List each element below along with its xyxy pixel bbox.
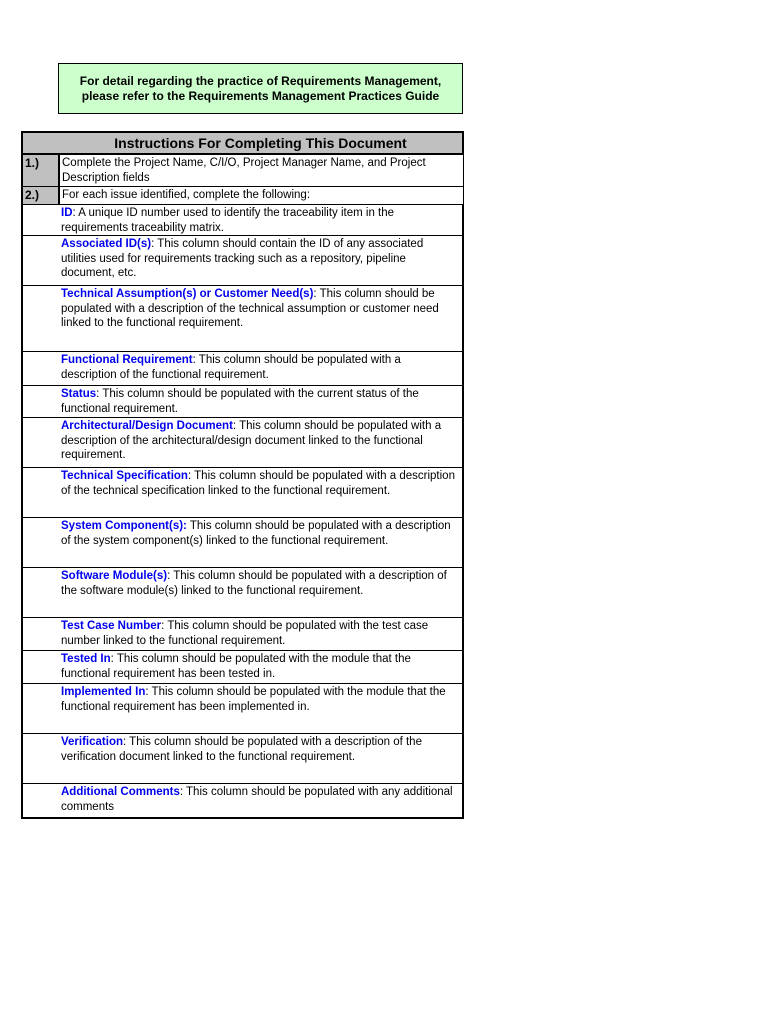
instruction-item-row [22, 386, 463, 418]
instruction-item [22, 568, 463, 618]
instruction-item-row [22, 651, 463, 684]
instruction-item [22, 618, 463, 651]
column-description: : This column should be populated with a description of the verification document linked to the functional requirement. [61, 736, 422, 763]
column-name-label: Verification [61, 736, 123, 748]
instruction-item [22, 684, 463, 734]
column-description: This column should be populated with a description of the system component(s) linked to the functional requirement. [61, 520, 451, 547]
column-description: : This column should be populated with the module that the functional requirement has been tested in. [61, 653, 411, 680]
column-description: : This column should be populated with a description of the architectural/design document linked to the functional requirement. [61, 420, 442, 461]
notice-line-1: For detail regarding the practice of Requirements Management, [79, 73, 442, 88]
step-text: For each issue identified, complete the following: [59, 187, 463, 205]
step-number: 2.) [22, 187, 59, 205]
column-description: : This column should be populated with the current status of the functional requirement. [61, 388, 419, 415]
instruction-item [22, 286, 463, 352]
column-name-label: Functional Requirement [61, 354, 193, 366]
column-name-label: Test Case Number [61, 620, 162, 632]
instruction-item [22, 352, 463, 386]
instruction-item [22, 784, 463, 818]
instruction-item-row [22, 618, 463, 651]
instructions-title: Instructions For Completing This Document [22, 132, 463, 154]
instruction-item [22, 205, 463, 236]
instruction-item-row [22, 468, 463, 518]
column-name-label: Associated ID(s) [61, 238, 152, 250]
column-description: : This column should be populated with a description of the functional requirement. [61, 354, 401, 381]
column-description: : This column should be populated with the module that the functional requirement has been implemented in. [61, 686, 446, 713]
column-description: : This column should contain the ID of any associated utilities used for requirements tracking such as a repository, pipeline document, etc. [61, 238, 424, 279]
column-name-label: ID [61, 207, 73, 219]
column-description: : This column should be populated with a description of the technical specification linked to the functional requirement. [61, 470, 455, 497]
instruction-item-row [22, 352, 463, 386]
instruction-item [22, 518, 463, 568]
column-name-label: Additional Comments [61, 786, 180, 798]
column-description: : This column should be populated with the test case number linked to the functional requirement. [61, 620, 429, 647]
instruction-item-row [22, 684, 463, 734]
step-number: 1.) [22, 154, 59, 187]
instruction-item-row [22, 205, 463, 236]
notice-line-2: please refer to the Requirements Management Practices Guide [81, 88, 440, 103]
column-description: : This column should be populated with a description of the software module(s) linked to the functional requirement. [61, 570, 447, 597]
instruction-item-row [22, 784, 463, 818]
column-name-label: Software Module(s) [61, 570, 168, 582]
instruction-item-row [22, 236, 463, 286]
instruction-item-row [22, 518, 463, 568]
instruction-item-row [22, 286, 463, 352]
instruction-item [22, 236, 463, 286]
instruction-item [22, 386, 463, 418]
column-name-label: Technical Specification [61, 470, 188, 482]
instruction-item [22, 418, 463, 468]
column-name-label: System Component(s): [61, 520, 187, 532]
instruction-item-row [22, 418, 463, 468]
instruction-item [22, 468, 463, 518]
instruction-item-row [22, 734, 463, 784]
instructions-table [21, 131, 464, 819]
column-name-label: Tested In [61, 653, 111, 665]
instruction-item [22, 651, 463, 684]
column-description: : This column should be populated with any additional comments [61, 786, 453, 813]
column-name-label: Implemented In [61, 686, 146, 698]
column-name-label: Status [61, 388, 97, 400]
instruction-item [22, 734, 463, 784]
column-description: : A unique ID number used to identify the traceability item in the requirements traceability matrix. [61, 207, 395, 234]
instruction-item-row [22, 568, 463, 618]
column-name-label: Architectural/Design Document [61, 420, 233, 432]
requirements-guide-notice [58, 63, 463, 114]
column-description: : This column should be populated with a description of the technical assumption or customer need linked to the functional requirement. [61, 288, 439, 329]
column-name-label: Technical Assumption(s) or Customer Need(s) [61, 288, 314, 300]
step-text: Complete the Project Name, C/I/O, Project Manager Name, and Project Description fields [59, 154, 463, 187]
